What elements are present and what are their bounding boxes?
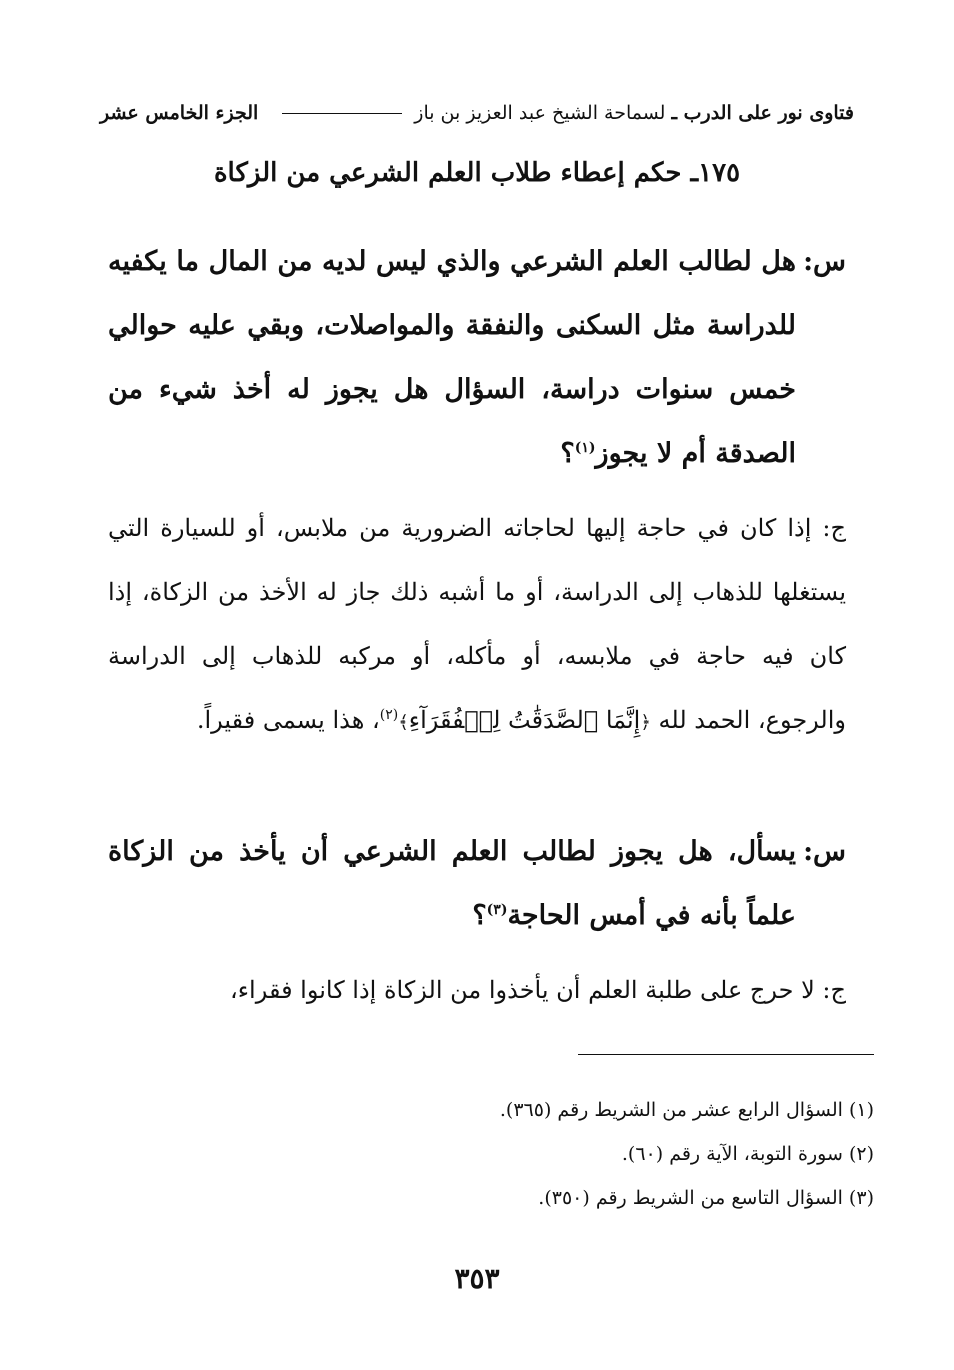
header-book-title: فتاوى نور على الدرب ـ <box>671 102 854 124</box>
question-1-text: هل لطالب العلم الشرعي والذي ليس لديه من المال ما يكفيه للدراسة مثل السكنى والنفقة والمواصلات، وبقي عليه حوالي خمس سنوات دراسة، السؤال هل يجوز له أخذ شيء من الصدقة أم لا يجوز <box>108 246 796 469</box>
answer-1-text: إذا كان في حاجة إليها لحاجاته الضرورية من ملابس، أو للسيارة التي يستغلها للذهاب إلى الدراسة، أو ما أشبه ذلك جاز له الأخذ من الزكاة، إذا كان فيه حاجة في ملابسه، أو مأكله، أو مركبه للذهاب إلى الدراسة والرجوع، الحمد لله <box>108 514 846 734</box>
answer-1-tail: ، هذا يسمى فقيراً. <box>196 706 380 734</box>
article-title: ١٧٥ـ حكم إعطاء طلاب العلم الشرعي من الزكاة <box>213 158 741 188</box>
answer-2 <box>108 958 846 1022</box>
footnote-1: (١) السؤال الرابع عشر من الشريط رقم (٣٦٥). <box>499 1099 874 1121</box>
footnotes <box>100 1088 874 1220</box>
answer-1 <box>108 496 846 755</box>
header-title-group <box>276 102 854 124</box>
quran-ornament-close: ﴾ <box>398 712 409 733</box>
question-2-end: ؟ <box>472 900 487 931</box>
footnote-2: (٢) سورة التوبة، الآية رقم (٦٠). <box>621 1143 874 1165</box>
footnote-ref-1: (١) <box>574 440 596 456</box>
question-2-paragraph <box>108 820 846 948</box>
footnote-separator <box>578 1054 874 1055</box>
quran-verse: إِنَّمَا ٱلصَّدَقَٰتُ لِلۡفُقَرَآءِ <box>408 706 641 734</box>
header-rule <box>282 113 402 114</box>
question-marker: س: <box>803 836 846 867</box>
footnote-3: (٣) السؤال التاسع من الشريط رقم (٣٥٠). <box>538 1187 874 1209</box>
running-header <box>100 96 854 130</box>
answer-marker: ج: <box>822 976 846 1004</box>
question-1 <box>108 230 846 486</box>
quran-ornament-open: ﴿ <box>640 712 651 733</box>
header-author: لسماحة الشيخ عبد العزيز بن باز <box>414 102 666 124</box>
footnote-ref-3: (٣) <box>486 902 508 918</box>
answer-2-paragraph <box>108 958 846 1022</box>
answer-marker: ج: <box>822 514 846 542</box>
answer-1-paragraph <box>108 496 846 755</box>
header-volume: الجزء الخامس عشر <box>100 102 259 124</box>
question-1-end: ؟ <box>560 438 575 469</box>
question-marker: س: <box>803 246 846 277</box>
answer-2-text: لا حرج على طلبة العلم أن يأخذوا من الزكاة إذا كانوا فقراء، <box>230 976 815 1004</box>
page-number: ٣٥٣ <box>454 1262 500 1295</box>
question-2 <box>108 820 846 948</box>
footnote-ref-2: (٢) <box>379 707 399 723</box>
question-2-text: يسأل، هل يجوز لطالب العلم الشرعي أن يأخذ من الزكاة علماً بأنه في أمس الحاجة <box>108 836 796 931</box>
question-1-paragraph <box>108 230 846 486</box>
